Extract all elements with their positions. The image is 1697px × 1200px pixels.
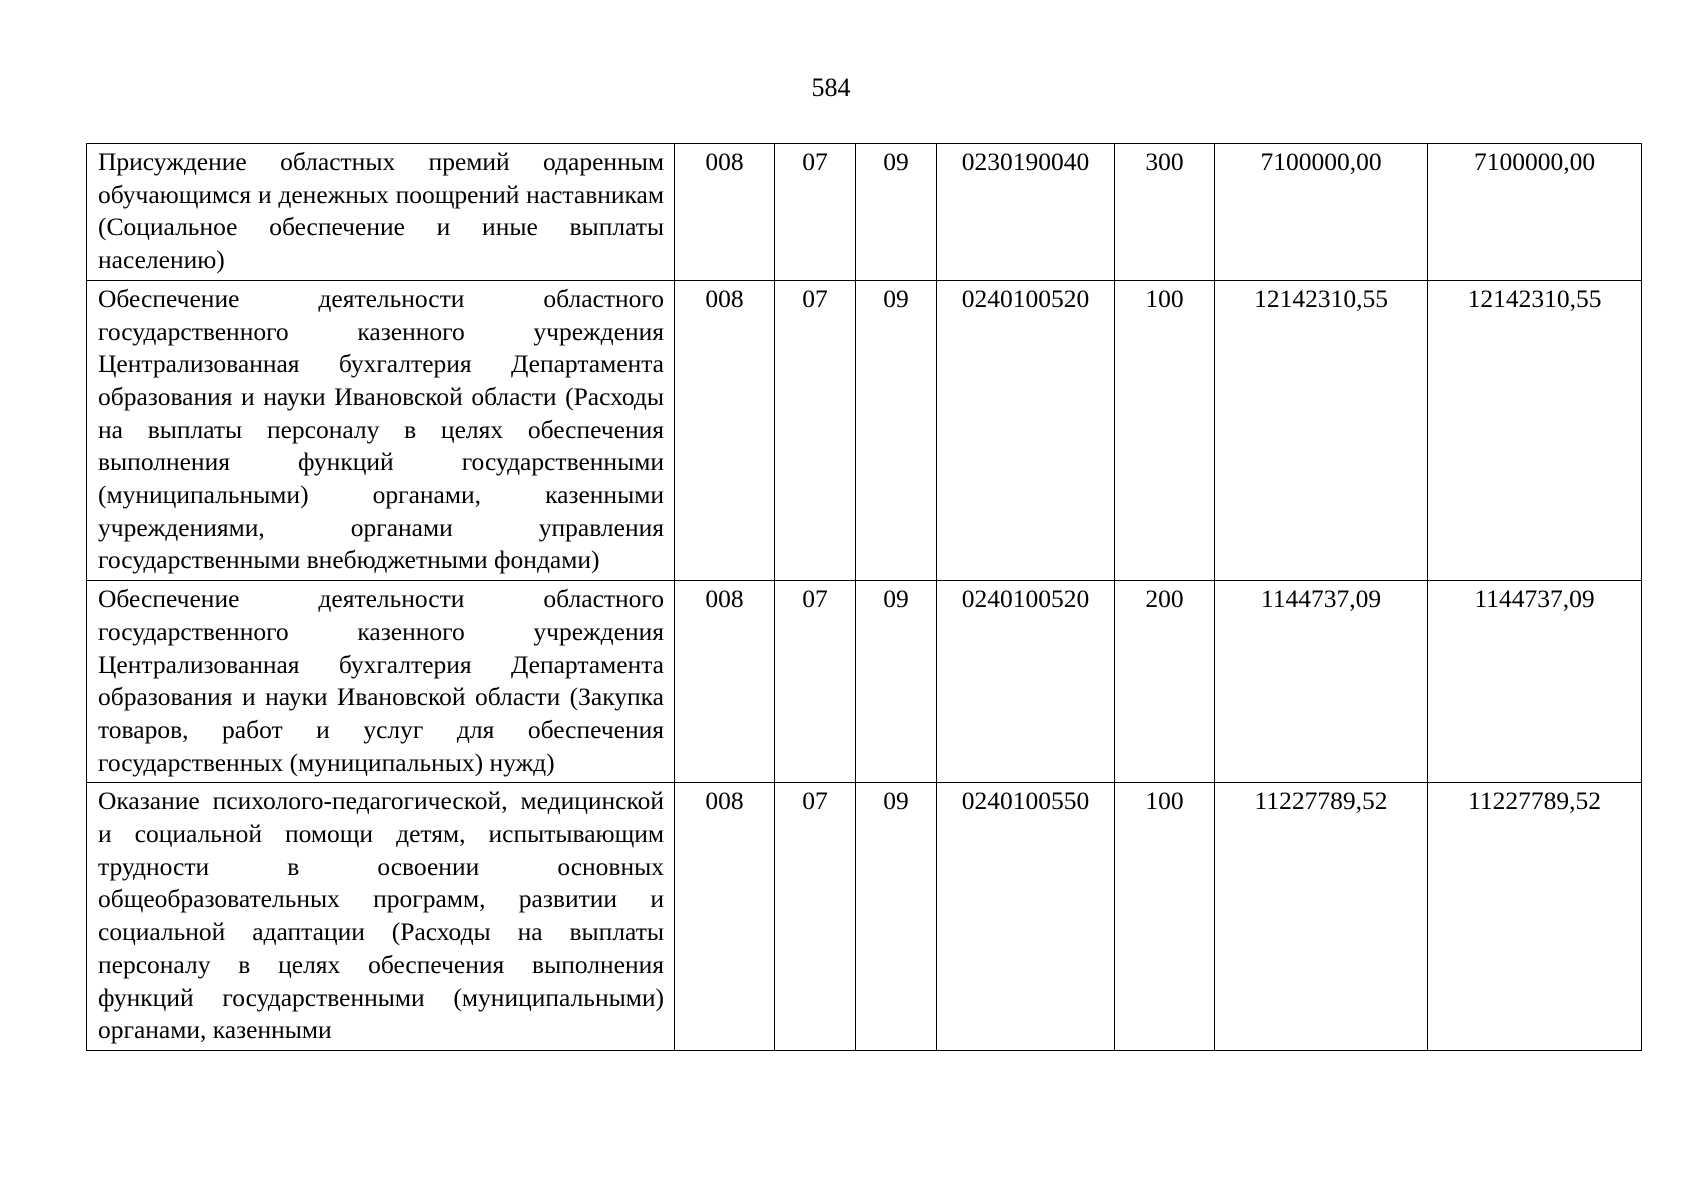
amount-1: 12142310,55 [1215,280,1428,580]
ministry-code: 008 [675,581,775,783]
expense-type-code: 200 [1115,581,1215,783]
section-code: 07 [775,783,856,1051]
ministry-code: 008 [675,783,775,1051]
amount-1: 11227789,52 [1215,783,1428,1051]
table-row [87,581,1642,783]
target-article-code: 0240100520 [937,581,1115,783]
subsection-code: 09 [856,144,937,281]
expense-name: Оказание психолого-педагогической, медицинской и социальной помощи детям, испытывающим трудности в освоении основных общеобразовательных программ, развитии и социальной адаптации (Расходы на выплаты персоналу в целях обеспечения выполнения функций государственными (муниципальными) органами, казенными [87,783,675,1051]
amount-2: 1144737,09 [1428,581,1642,783]
table-row [87,280,1642,580]
expense-type-code: 100 [1115,280,1215,580]
target-article-code: 0230190040 [937,144,1115,281]
expense-type-code: 100 [1115,783,1215,1051]
expense-name: Обеспечение деятельности областного государственного казенного учреждения Централизованная бухгалтерия Департамента образования и науки Ивановской области (Закупка товаров, работ и услуг для обеспечения государственных (муниципальных) нужд) [87,581,675,783]
page-number: 584 [811,73,851,102]
amount-1: 1144737,09 [1215,581,1428,783]
amount-1: 7100000,00 [1215,144,1428,281]
amount-2: 12142310,55 [1428,280,1642,580]
expense-name: Присуждение областных премий одаренным обучающимся и денежных поощрений наставникам (Социальное обеспечение и иные выплаты населению) [87,144,675,281]
section-code: 07 [775,581,856,783]
section-code: 07 [775,280,856,580]
target-article-code: 0240100550 [937,783,1115,1051]
ministry-code: 008 [675,280,775,580]
budget-table [86,143,1642,1051]
subsection-code: 09 [856,783,937,1051]
section-code: 07 [775,144,856,281]
target-article-code: 0240100520 [937,280,1115,580]
expense-name: Обеспечение деятельности областного государственного казенного учреждения Централизованная бухгалтерия Департамента образования и науки Ивановской области (Расходы на выплаты персоналу в целях обеспечения выполнения функций государственными (муниципальными) органами, казенными учреждениями, органами управления государственными внебюджетными фондами) [87,280,675,580]
amount-2: 11227789,52 [1428,783,1642,1051]
expense-type-code: 300 [1115,144,1215,281]
subsection-code: 09 [856,280,937,580]
ministry-code: 008 [675,144,775,281]
table-row [87,783,1642,1051]
subsection-code: 09 [856,581,937,783]
amount-2: 7100000,00 [1428,144,1642,281]
table-row [87,144,1642,281]
